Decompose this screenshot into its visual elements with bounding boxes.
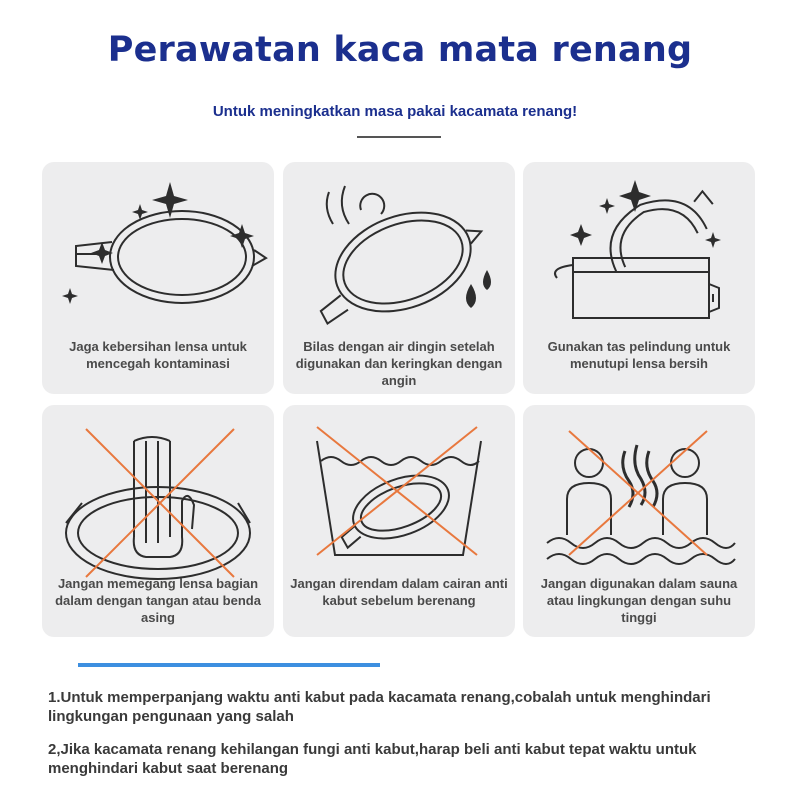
notes-accent-rule [78,663,380,667]
warning-card-no-sauna [523,405,755,637]
note-item: 1.Untuk memperpanjang waktu anti kabut pada kacamata renang,cobalah untuk menghindari lingkungan pengunaan yang salah [48,689,711,725]
note-item: 2,Jika kacamata renang kehilangan fungi anti kabut,harap beli anti kabut tepat waktu untuk menghindari kabut saat berenang [48,741,697,777]
card-caption: Bilas dengan air dingin setelah digunakan dan keringkan dengan angin [295,339,503,388]
card-caption: Gunakan tas pelindung untuk menutupi lensa bersih [547,339,731,371]
care-card-clean-lens [42,162,274,394]
care-card-protective-bag [523,162,755,394]
subtitle-divider [357,136,441,138]
warning-card-no-touch [42,405,274,637]
card-caption: Jaga kebersihan lensa untuk mencegah kontaminasi [69,339,247,371]
warning-card-no-soak [283,405,515,637]
card-caption: Jangan direndam dalam cairan anti kabut sebelum berenang [290,576,508,608]
care-card-rinse [283,162,515,394]
page-title: Perawatan kaca mata renang [107,30,693,70]
page-subtitle: Untuk meningkatkan masa pakai kacamata renang! [212,103,578,120]
card-caption: Jangan memegang lensa bagian dalam dengan tangan atau benda asing [55,576,261,625]
card-caption: Jangan digunakan dalam sauna atau lingkungan dengan suhu tinggi [540,576,738,625]
